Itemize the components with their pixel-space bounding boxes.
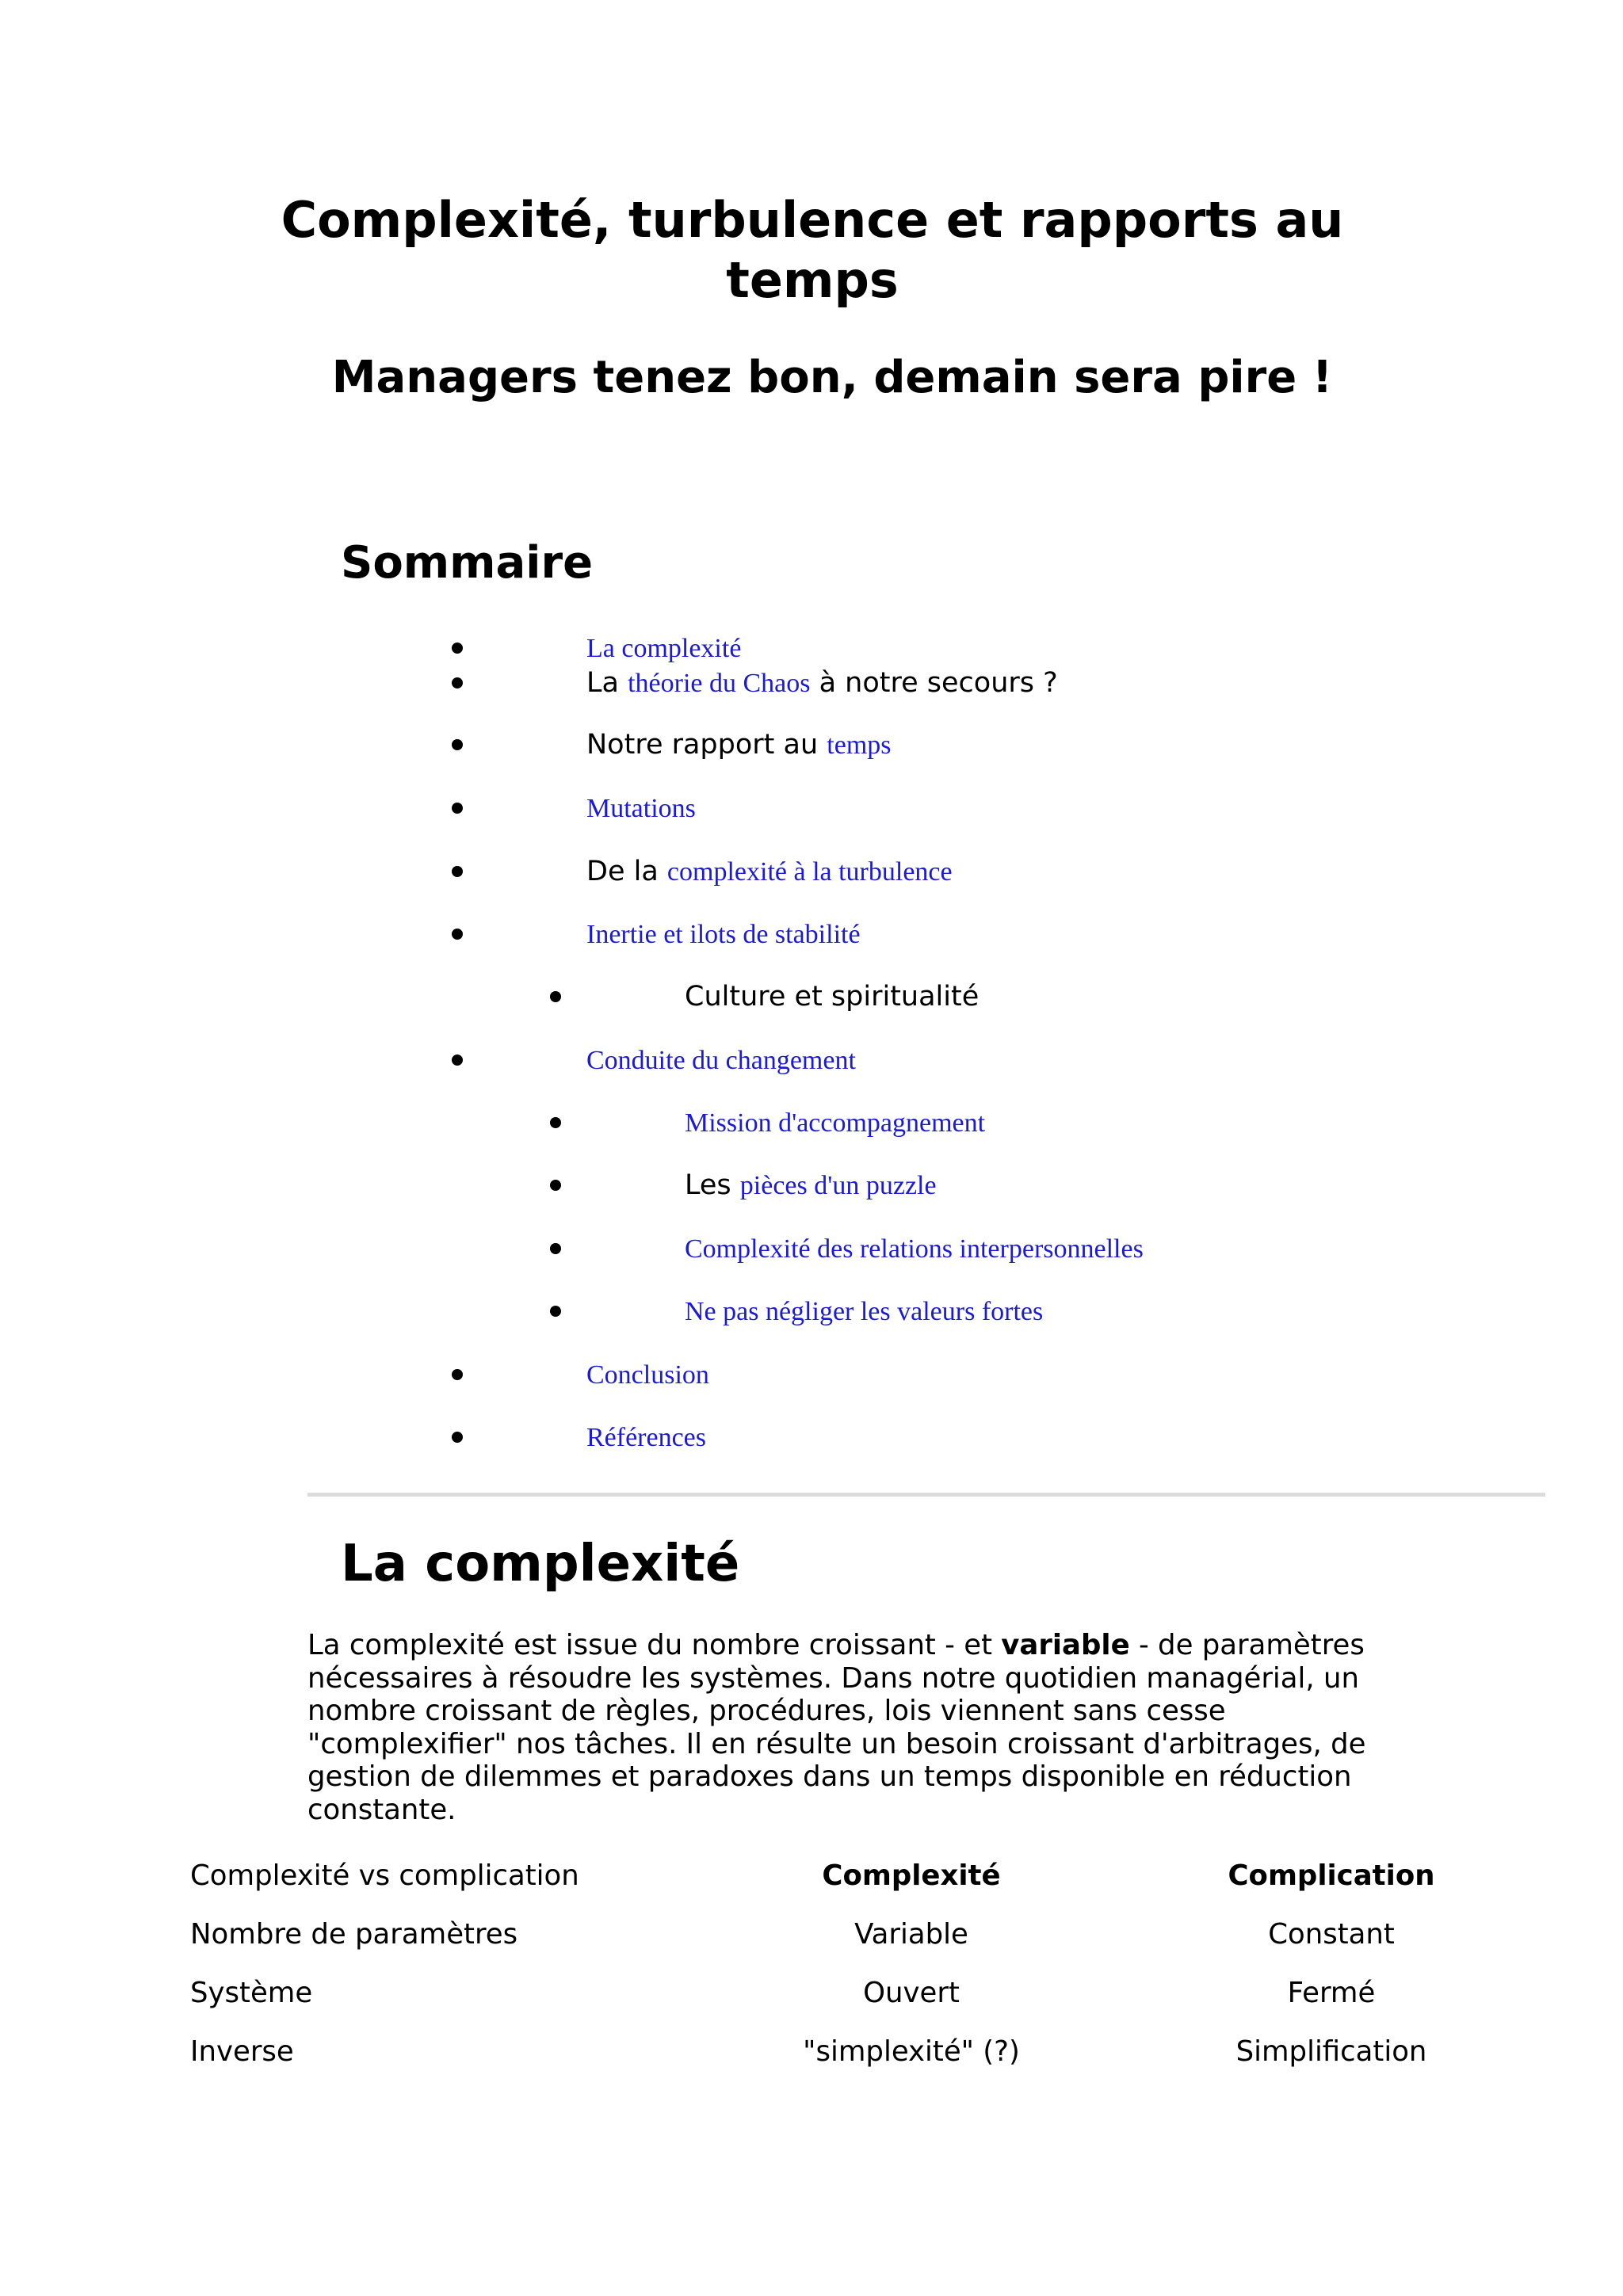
toc-item-text: Notre rapport au	[586, 729, 827, 761]
table-row	[190, 2022, 1537, 2081]
toc-link-complexite-turbulence[interactable]: complexité à la turbulence	[666, 857, 953, 887]
table-row	[190, 1963, 1537, 2022]
table-cell: Inverse	[190, 2035, 294, 2068]
bullet-icon	[452, 866, 463, 877]
toc-heading: Sommaire	[341, 537, 594, 589]
toc-item	[452, 910, 1403, 958]
table-cell: Ouvert	[863, 1976, 960, 2009]
bullet-icon	[550, 1180, 561, 1191]
toc-link-valeurs[interactable]: Ne pas négliger les valeurs fortes	[685, 1297, 1044, 1326]
document-subtitle: Managers tenez bon, demain sera pire !	[331, 352, 1333, 403]
toc-link-references[interactable]: Références	[586, 1423, 707, 1452]
toc-subitem	[550, 1161, 1501, 1209]
bullet-icon	[550, 1306, 561, 1317]
paragraph-text: - de paramètres nécessaires à résoudre les systèmes. Dans notre quotidien managérial, un nombre croissant de règles, procédures, lois viennent sans cesse "complexifier" nos tâches. Il en résulte un besoin croissant d'arbitrages, de gestion de dilemmes et paradoxes dans un temps disponible en réduction constante.	[307, 1629, 1366, 1826]
toc-item-text: à notre secours ?	[810, 667, 1058, 699]
toc-link-theorie-chaos[interactable]: théorie du Chaos	[628, 669, 811, 698]
bullet-icon	[452, 739, 463, 750]
bullet-icon	[452, 1432, 463, 1443]
section-heading: La complexité	[341, 1535, 740, 1593]
toc-item	[452, 1351, 1403, 1398]
toc-link-conclusion[interactable]: Conclusion	[586, 1360, 709, 1390]
table-cell: Nombre de paramètres	[190, 1917, 518, 1951]
toc-link-conduite-changement[interactable]: Conduite du changement	[586, 1046, 856, 1075]
section-paragraph	[307, 1629, 1433, 1826]
bullet-icon	[452, 803, 463, 814]
bullet-icon	[452, 643, 463, 654]
bullet-icon	[452, 1369, 463, 1380]
toc-subitem	[550, 1287, 1501, 1335]
table-header-cell: Complexité	[822, 1859, 1001, 1892]
bullet-icon	[452, 677, 463, 688]
paragraph-text: La complexité est issue du nombre croissant - et	[307, 1629, 1002, 1661]
toc-link-inertie[interactable]: Inertie et ilots de stabilité	[586, 920, 861, 949]
toc-item-text: Culture et spiritualité	[685, 981, 980, 1013]
table-cell: Fermé	[1287, 1976, 1376, 2009]
table-cell: Simplification	[1235, 2035, 1427, 2068]
toc-item-text: Les	[685, 1169, 740, 1201]
table-cell: Variable	[854, 1917, 968, 1951]
bullet-icon	[550, 1243, 561, 1254]
table-cell: "simplexité" (?)	[803, 2035, 1020, 2068]
toc-item	[452, 848, 1403, 895]
table-header-cell: Complexité vs complication	[190, 1859, 579, 1892]
toc-item	[452, 659, 1403, 707]
toc-item-text: De la	[586, 856, 667, 887]
toc-subitem	[550, 1099, 1501, 1146]
table-row	[190, 1905, 1537, 1963]
toc-link-mission[interactable]: Mission d'accompagnement	[685, 1108, 986, 1138]
bullet-icon	[452, 929, 463, 940]
table-cell: Système	[190, 1976, 313, 2009]
toc-link-temps[interactable]: temps	[827, 730, 892, 760]
bullet-icon	[452, 1055, 463, 1066]
toc-link-puzzle[interactable]: pièces d'un puzzle	[739, 1171, 937, 1200]
table-header-cell: Complication	[1228, 1859, 1435, 1892]
section-divider	[307, 1493, 1545, 1497]
toc-item	[452, 721, 1403, 769]
bullet-icon	[550, 991, 561, 1002]
toc-item	[452, 784, 1403, 832]
toc-item	[452, 1413, 1403, 1461]
bullet-icon	[550, 1117, 561, 1128]
comparison-table	[190, 1846, 1537, 2081]
toc-item	[452, 1036, 1403, 1084]
toc-subitem	[550, 973, 1501, 1020]
toc-link-relations[interactable]: Complexité des relations interpersonnelles	[685, 1234, 1144, 1264]
table-header-row	[190, 1846, 1537, 1905]
table-cell: Constant	[1268, 1917, 1395, 1951]
toc-subitem	[550, 1225, 1501, 1272]
toc-link-mutations[interactable]: Mutations	[586, 794, 696, 823]
toc-item-text: La	[586, 667, 628, 699]
toc-link-complexite[interactable]: La complexité	[586, 634, 742, 663]
paragraph-bold-text: variable	[1001, 1629, 1130, 1661]
document-title: Complexité, turbulence et rapports au temps	[281, 191, 1344, 309]
